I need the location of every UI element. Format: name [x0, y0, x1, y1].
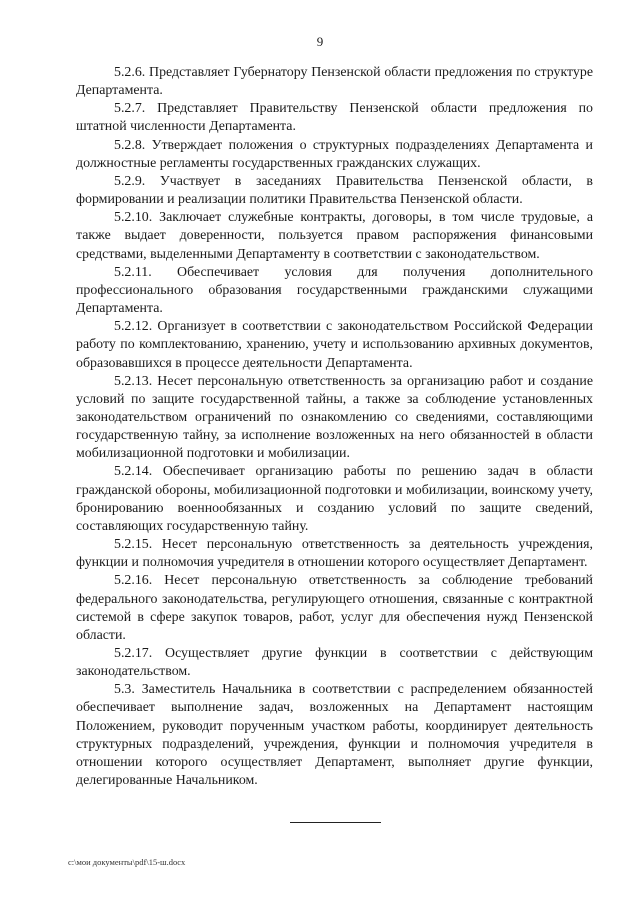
- paragraph-5-2-11: 5.2.11. Обеспечивает условия для получения дополнительного профессионального образования государственными гражданскими служащими Департамента.: [76, 264, 593, 317]
- paragraph-5-2-9: 5.2.9. Участвует в заседаниях Правительства Пензенской области, в формировании и реализации политики Правительства Пензенской области.: [76, 173, 593, 208]
- paragraph-5-2-8: 5.2.8. Утверждает положения о структурных подразделениях Департамента и должностные регламенты государственных гражданских служащих.: [76, 137, 593, 171]
- paragraph-5-2-6: 5.2.6. Представляет Губернатору Пензенской области предложения по структуре Департамента.: [76, 65, 593, 99]
- paragraph-5-2-14: 5.2.14. Обеспечивает организацию работы по решению задач в области гражданской обороны, мобилизационной подготовки и мобилизации, воинскому учету, бронированию военнообязанных и созданию условий по защите сведений, составляющих государственную тайну.: [76, 464, 593, 534]
- document-body: [76, 64, 593, 790]
- paragraph-5-2-10: 5.2.10. Заключает служебные контракты, договоры, в том числе трудовые, а также выдает доверенности, пользуется правом распоряжения финансовыми средствами, выделенными Департаменту в соответствии с законодательством.: [76, 210, 593, 262]
- paragraph-5-3: 5.3. Заместитель Начальника в соответствии с распределением обязанностей обеспечивает выполнение задач, возложенных на Департамент настоящим Положением, руководит порученным участком работы, координирует деятельность структурных подразделений, учреждения, функции и полномочия учредителя в отношении которого осуществляет Департамент, выполняет другие функции, делегированные Начальником.: [76, 682, 593, 789]
- file-path-footer: c:\мои документы\pdf\15-ш.docx: [68, 857, 186, 867]
- page-number: 9: [316, 34, 324, 49]
- paragraph-5-2-15: 5.2.15. Несет персональную ответственность за деятельность учреждения, функции и полномочия учредителя в отношении которого осуществляет Департамент.: [76, 537, 593, 571]
- paragraph-5-2-13: 5.2.13. Несет персональную ответственность за организацию работ и создание условий по защите государственной тайны, а также за соблюдение установленных законодательством ограничений по ознакомлению со сведениями, составляющими государственную тайну, за исполнение возложенных на него обязанностей в области мобилизационной подготовки и мобилизации.: [76, 373, 593, 462]
- paragraph-5-2-16: 5.2.16. Несет персональную ответственность за соблюдение требований федерального законодательства, регулирующего отношения, связанные с контрактной системой в сфере закупок товаров, работ, услуг для обеспечения нужд Пензенской области.: [76, 573, 593, 643]
- paragraph-5-2-12: 5.2.12. Организует в соответствии с законодательством Российской Федерации работу по комплектованию, хранению, учету и использованию архивных документов, образовавшихся в процессе деятельности Департамента.: [76, 319, 593, 371]
- end-separator-line: [290, 822, 381, 823]
- paragraph-5-2-17: 5.2.17. Осуществляет другие функции в соответствии с действующим законодательством.: [76, 646, 593, 680]
- paragraph-5-2-7: 5.2.7. Представляет Правительству Пензенской области предложения по штатной численности Департамента.: [76, 101, 593, 135]
